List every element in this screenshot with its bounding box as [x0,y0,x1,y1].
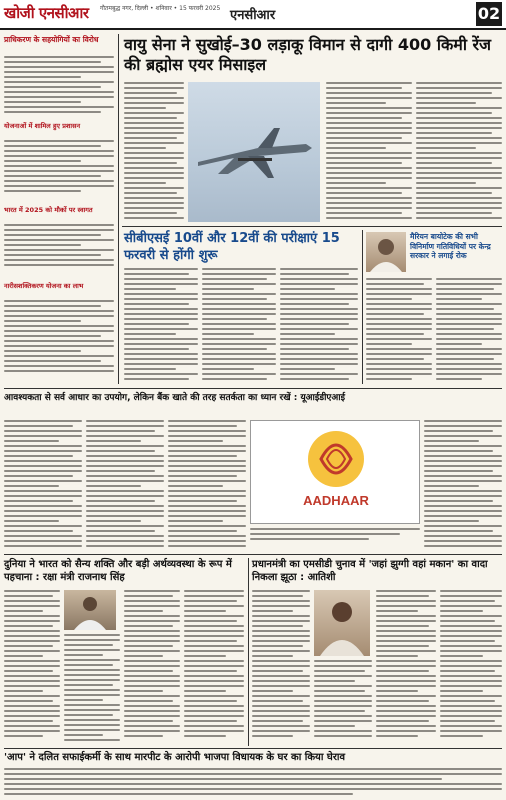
aadhaar-text-col-2 [86,420,164,550]
brahmos-text-col-1 [124,82,184,222]
marion-text-col-2 [436,278,502,384]
atishi-text-col-2 [314,660,372,744]
brand-logo: खोजी एनसीआर [4,4,89,22]
cbse-text-col-2 [202,268,276,384]
aadhaar-caption [250,528,420,548]
aadhaar-headline: आवश्यकता से सर्व आधार का उपयोग, लेकिन बैंक खाते की तरह सतर्कता का ध्यान रखें : यूआईडीएआई [4,393,346,403]
rajnath-photo [64,590,116,630]
section-title: एनसीआर [230,8,276,23]
aadhaar-text-col-3 [168,420,246,550]
person-icon [64,590,116,630]
left-column-text [4,56,114,116]
cbse-text-col-3 [280,268,358,384]
page-number: 02 [476,2,502,26]
marion-text-col-1 [366,278,432,384]
person-icon [314,590,370,656]
left-headline-3: भारत में 2025 को मौकों पर स्वागत [4,206,93,214]
rajnath-text-col-1 [4,590,60,744]
rajnath-headline: दुनिया ने भारत को सैन्य शक्ति और बड़ी अर्थव्यवस्था के रूप में पहचाना : रक्षा मंत्री राजनाथ सिंह [4,559,232,583]
left-kicker: प्राधिकरण के सहयोगियों का विरोध [4,35,99,44]
atishi-text-col-3 [376,590,436,744]
cbse-headline: सीबीएसई 10वीं और 12वीं की परीक्षाएं 15 फरवरी से होंगी शुरू [124,231,340,263]
person-icon [366,232,406,272]
left-headline-2: योजनाओं में शामिल हुए प्रशासन [4,122,81,130]
marion-headline: मैरियन बायोटेक की सभी विनिर्माण गतिविधियों पर केन्द्र सरकार ने लगाई रोक [410,232,491,260]
left-headline-4: नारीसशक्तिकरण योजना का लाभ [4,282,84,290]
aadhaar-logo-image [250,420,420,524]
left-column-text-2 [4,140,114,200]
aadhaar-text-col-1 [4,420,82,550]
fighter-jet-icon [188,82,320,222]
bottom-headline: 'आप' ने दलित सफाईकर्मी के साथ मारपीट के आरोपी भाजपा विधायक के घर का किया घेराव [4,752,346,763]
rajnath-text-col-2 [64,634,120,744]
brahmos-text-col-2 [326,82,412,222]
aadhaar-text-col-4 [424,420,502,550]
dateline: गौतमबुद्ध नगर, दिल्ली • शनिवार • 15 फरवरी 2025 [100,5,221,12]
rajnath-text-col-4 [184,590,244,744]
rajnath-text-col-3 [124,590,180,744]
atishi-text-col-1 [252,590,310,744]
brahmos-headline: वायु सेना ने सुखोई–30 लड़ाकू विमान से दागी 400 किमी रेंज की ब्रह्मोस एयर मिसाइल [124,35,491,74]
atishi-photo [314,590,370,656]
atishi-text-col-4 [440,590,502,744]
minister-portrait [366,232,406,272]
atishi-headline: प्रधानमंत्री का एमसीडी चुनाव में 'जहां झुग्गी वहां मकान' का वादा निकला झूठा : आतिशी [252,559,488,583]
sukhoi-jet-photo [188,82,320,222]
bottom-text [4,768,502,798]
aadhaar-logo-icon [251,421,420,524]
brahmos-text-col-3 [416,82,502,222]
left-column-text-3 [4,224,114,276]
left-column-text-4 [4,300,114,382]
cbse-text-col-1 [124,268,198,384]
masthead [0,0,506,30]
aadhaar-logo-text: AADHAAR [303,493,369,508]
